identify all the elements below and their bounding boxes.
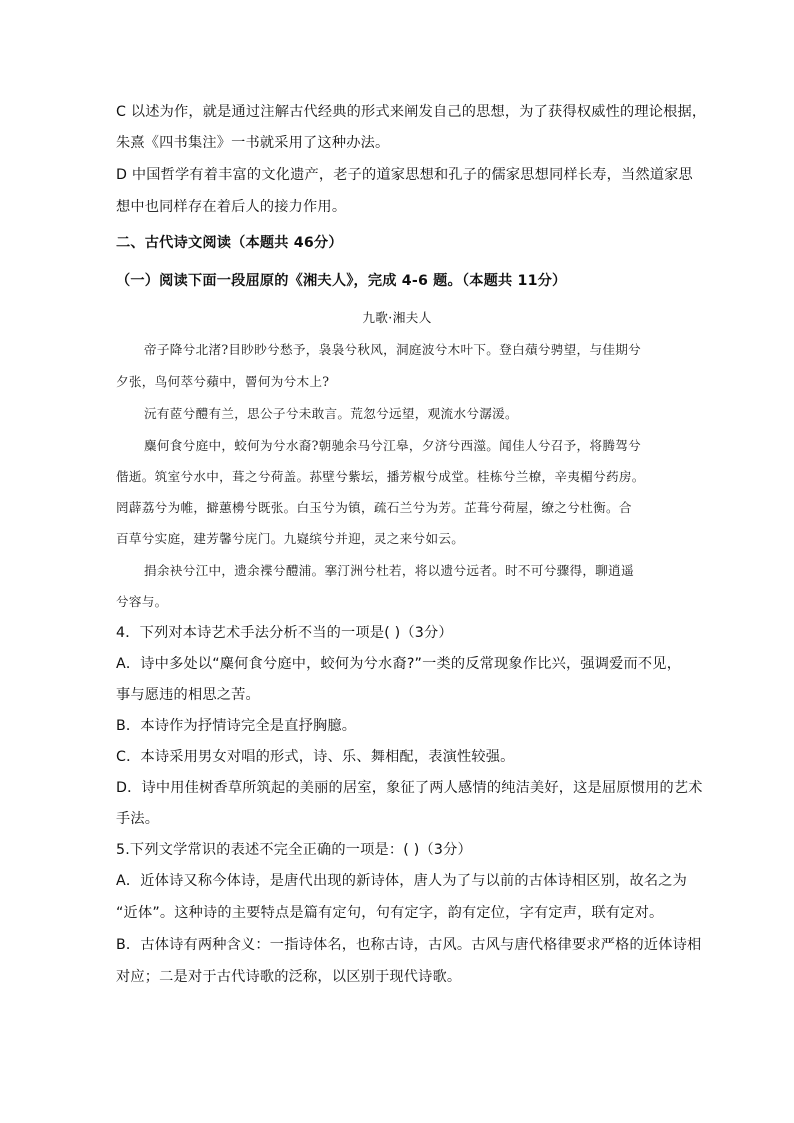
passage-c-line-2: 朱熹《四书集注》一书就采用了这种办法。 <box>116 135 390 151</box>
section-heading: 二、古代诗文阅读（本题共 46分） <box>116 235 343 251</box>
question-4-option-a-line-1: A．诗中多处以“麋何食兮庭中，蛟何为兮水裔?”一类的反常现象作比兴，强调爱而不见， <box>116 656 682 672</box>
question-4-option-d-line-2: 手法。 <box>116 811 160 827</box>
poem-line: 百草兮实庭，建芳馨兮庑门。九嶷缤兮并迎，灵之来兮如云。 <box>116 531 465 546</box>
question-5-option-a-line-2: “近体”。这种诗的主要特点是篇有定句，句有定字，韵有定位，字有定声，联有定对。 <box>116 905 664 921</box>
question-5-option-a-line-1: A．近体诗又称今体诗，是唐代出现的新诗体，唐人为了与以前的古体诗相区别，故名之为 <box>116 873 688 889</box>
poem-line: 夕张，鸟何萃兮蘋中，罾何为兮木上? <box>116 374 330 389</box>
passage-d-line-1: D 中国哲学有着丰富的文化遗产，老子的道家思想和孔子的儒家思想同样长寿，当然道家思 <box>116 167 693 183</box>
question-5-option-b-line-2: 对应；二是对于古代诗歌的泛称，以区别于现代诗歌。 <box>116 969 462 985</box>
question-5-stem: 5.下列文学常识的表述不完全正确的一项是：( )（3分） <box>116 842 472 858</box>
poem-line: 沅有茝兮醴有兰，思公子兮未敢言。荒忽兮远望，观流水兮潺湲。 <box>144 406 518 421</box>
poem-line: 捐余袂兮江中，遗余褋兮醴浦。搴汀洲兮杜若，将以遗兮远者。时不可兮骤得，聊逍遥 <box>144 563 634 578</box>
poem-line: 罔薜荔兮为帷，擗蕙櫋兮既张。白玉兮为镇，疏石兰兮为芳。芷葺兮荷屋，缭之兮杜衡。合 <box>116 500 632 515</box>
question-5-option-b-line-1: B．古体诗有两种含义：一指诗体名，也称古诗，古风。古风与唐代格律要求严格的近体诗相 <box>116 937 702 953</box>
question-4-option-d-line-1: D．诗中用佳树香草所筑起的美丽的居室，象征了两人感情的纯洁美好，这是屈原惯用的艺术 <box>116 780 703 796</box>
passage-d-line-2: 想中也同样存在着后人的接力作用。 <box>116 199 347 215</box>
question-4-stem: 4．下列对本诗艺术手法分析不当的一项是( )（3分） <box>116 625 453 641</box>
poem-title: 九歌·湘夫人 <box>362 310 432 325</box>
poem-line: 偕逝。筑室兮水中，葺之兮荷盖。荪壁兮紫坛，播芳椒兮成堂。桂栋兮兰橑，辛夷楣兮药房。 <box>116 469 645 484</box>
subsection-heading: （一）阅读下面一段屈原的《湘夫人》，完成 4-6 题。（本题共 11分） <box>116 273 567 289</box>
question-4-option-a-line-2: 事与愿违的相思之苦。 <box>116 687 260 703</box>
poem-line: 兮容与。 <box>116 594 168 609</box>
question-4-option-b: B．本诗作为抒情诗完全是直抒胸臆。 <box>116 718 357 734</box>
poem-line: 帝子降兮北渚?目眇眇兮愁予，袅袅兮秋风，洞庭波兮木叶下。登白薠兮骋望，与佳期兮 <box>144 342 642 357</box>
poem-line: 麋何食兮庭中，蛟何为兮水裔?朝驰余马兮江皋，夕济兮西澨。闻佳人兮召予，将腾驾兮 <box>144 438 642 453</box>
question-4-option-c: C．本诗采用男女对唱的形式，诗、乐、舞相配，表演性较强。 <box>116 749 515 765</box>
passage-c-line-1: C 以述为作，就是通过注解古代经典的形式来阐发自己的思想，为了获得权威性的理论根据， <box>116 104 707 120</box>
